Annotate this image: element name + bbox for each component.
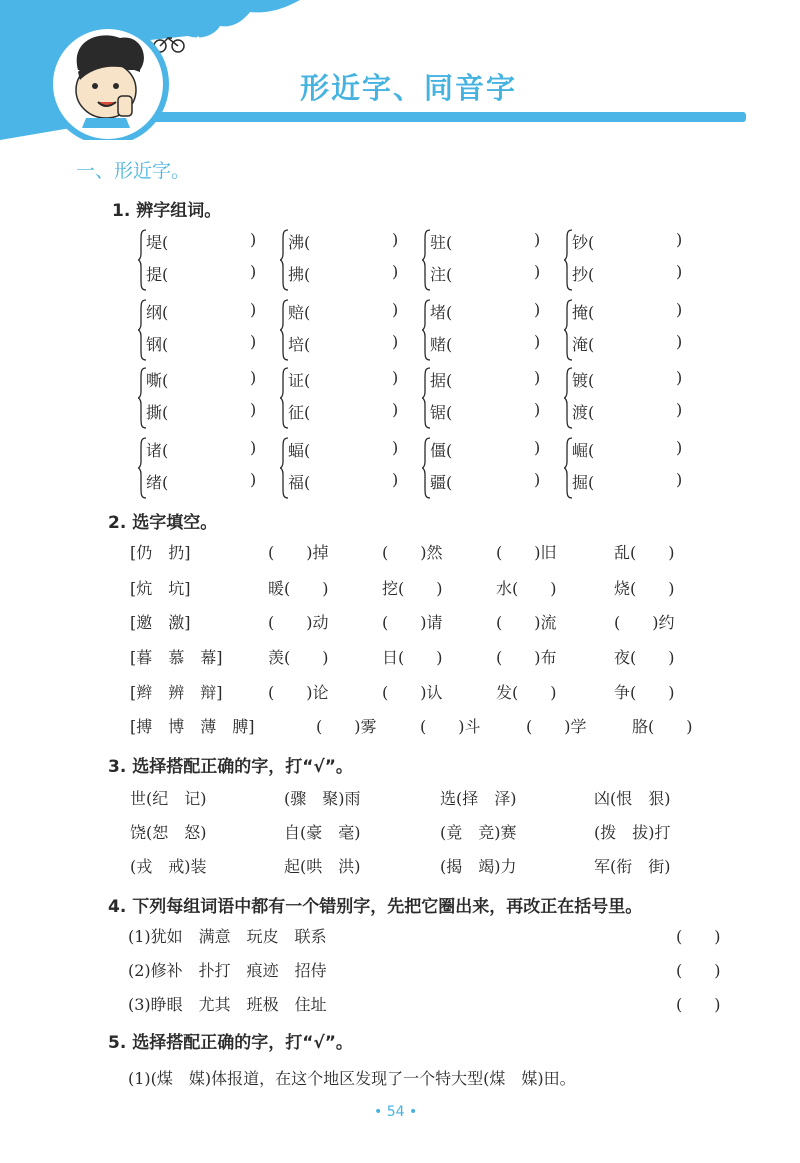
fill-blank-item: 烧( ) <box>614 579 675 598</box>
match-item: (戎 戒)装 <box>130 857 207 876</box>
answer-blank-close: ) <box>534 300 541 319</box>
match-item: (竟 竞)赛 <box>440 823 517 842</box>
answer-blank-close: ) <box>534 400 541 419</box>
fill-blank-item: 羡( ) <box>268 648 329 667</box>
word-char: 疆( <box>430 473 453 492</box>
match-item: (拨 拔)打 <box>594 823 671 842</box>
word-pair <box>422 228 557 288</box>
page-number: • 54 • <box>374 1104 418 1120</box>
page-title: 形近字、同音字 <box>300 71 518 105</box>
fill-blank-item: ( )掉 <box>268 543 329 562</box>
word-char: 征( <box>288 403 311 422</box>
word-char: 据( <box>430 371 453 390</box>
word-pair <box>280 366 415 426</box>
choice-options: [暮 慕 幕] <box>130 648 223 667</box>
word-group: (1)犹如 满意 玩皮 联系 <box>128 927 327 946</box>
answer-blank-close: ) <box>250 230 257 249</box>
answer-blank-close: ) <box>534 262 541 281</box>
word-char: 沸( <box>288 233 311 252</box>
word-char: 赌( <box>430 335 453 354</box>
fill-blank-item: ( )约 <box>614 613 675 632</box>
match-item: (揭 竭)力 <box>440 857 517 876</box>
word-pair <box>138 366 273 426</box>
question-1-title: 1. 辨字组词。 <box>112 201 222 221</box>
match-item: 选(择 泽) <box>440 789 517 808</box>
answer-blank-close: ) <box>250 262 257 281</box>
word-group: (3)睁眼 尤其 班极 住址 <box>128 995 327 1014</box>
fill-blank-item: ( )流 <box>496 613 557 632</box>
section-heading: 一、形近字。 <box>76 160 191 182</box>
answer-blank-close: ) <box>392 300 399 319</box>
word-char: 镀( <box>572 371 595 390</box>
word-pair <box>138 436 273 496</box>
word-char: 钢( <box>146 335 169 354</box>
choice-options: [邀 激] <box>130 613 191 632</box>
word-char: 培( <box>288 335 311 354</box>
word-char: 注( <box>430 265 453 284</box>
word-char: 诸( <box>146 441 169 460</box>
match-item: 饶(恕 怒) <box>130 823 207 842</box>
choice-options: [辫 辨 辩] <box>130 683 223 702</box>
word-pair <box>422 436 557 496</box>
word-char: 赔( <box>288 303 311 322</box>
match-item: 军(衔 街) <box>594 857 671 876</box>
answer-blank: ( ) <box>676 961 721 980</box>
answer-blank-close: ) <box>250 300 257 319</box>
answer-blank-close: ) <box>392 438 399 457</box>
fill-blank-item: 乱( ) <box>614 543 675 562</box>
fill-blank-item: ( )斗 <box>420 717 481 736</box>
answer-blank-close: ) <box>250 400 257 419</box>
word-pair <box>564 366 699 426</box>
fill-blank-item: ( )学 <box>526 717 587 736</box>
choice-options: [仍 扔] <box>130 543 191 562</box>
answer-blank-close: ) <box>534 438 541 457</box>
match-item: 自(豪 毫) <box>284 823 361 842</box>
word-char: 崛( <box>572 441 595 460</box>
word-char: 渡( <box>572 403 595 422</box>
answer-blank-close: ) <box>676 400 683 419</box>
fill-blank-item: ( )论 <box>268 683 329 702</box>
word-char: 拂( <box>288 265 311 284</box>
word-char: 提( <box>146 265 169 284</box>
word-char: 驻( <box>430 233 453 252</box>
word-char: 堵( <box>430 303 453 322</box>
answer-blank-close: ) <box>676 470 683 489</box>
answer-blank-close: ) <box>392 332 399 351</box>
match-item: 凶(恨 狠) <box>594 789 671 808</box>
answer-blank-close: ) <box>392 368 399 387</box>
answer-blank-close: ) <box>676 438 683 457</box>
answer-blank-close: ) <box>250 438 257 457</box>
word-pair <box>280 436 415 496</box>
fill-blank-item: 暖( ) <box>268 579 329 598</box>
fill-blank-item: ( )请 <box>382 613 443 632</box>
word-char: 嘶( <box>146 371 169 390</box>
question-5-title: 5. 选择搭配正确的字，打“√”。 <box>108 1033 353 1053</box>
word-char: 淹( <box>572 335 595 354</box>
answer-blank-close: ) <box>534 332 541 351</box>
answer-blank-close: ) <box>534 470 541 489</box>
word-char: 蝠( <box>288 441 311 460</box>
word-pair <box>564 298 699 358</box>
fill-blank-item: 发( ) <box>496 683 557 702</box>
word-char: 堤( <box>146 233 169 252</box>
answer-blank-close: ) <box>392 230 399 249</box>
question-3-title: 3. 选择搭配正确的字，打“√”。 <box>108 757 353 777</box>
fill-blank-item: 胳( ) <box>632 717 693 736</box>
word-pair <box>422 366 557 426</box>
fill-blank-item: ( )认 <box>382 683 443 702</box>
answer-blank: ( ) <box>676 995 721 1014</box>
answer-blank-close: ) <box>676 332 683 351</box>
match-item: 起(哄 洪) <box>284 857 361 876</box>
word-char: 掩( <box>572 303 595 322</box>
word-pair <box>138 228 273 288</box>
answer-blank: ( ) <box>676 927 721 946</box>
word-pair <box>422 298 557 358</box>
word-pair <box>564 436 699 496</box>
word-char: 撕( <box>146 403 169 422</box>
word-char: 钞( <box>572 233 595 252</box>
answer-blank-close: ) <box>250 332 257 351</box>
word-pair <box>280 228 415 288</box>
answer-blank-close: ) <box>392 262 399 281</box>
fill-blank-item: ( )然 <box>382 543 443 562</box>
fill-blank-item: ( )动 <box>268 613 329 632</box>
fill-blank-item: 挖( ) <box>382 579 443 598</box>
answer-blank-close: ) <box>676 262 683 281</box>
answer-blank-close: ) <box>676 368 683 387</box>
word-char: 掘( <box>572 473 595 492</box>
answer-blank-close: ) <box>534 368 541 387</box>
word-char: 锯( <box>430 403 453 422</box>
fill-blank-item: 日( ) <box>382 648 443 667</box>
question-2-title: 2. 选字填空。 <box>108 513 218 533</box>
word-pair <box>280 298 415 358</box>
word-char: 抄( <box>572 265 595 284</box>
word-group: (2)修补 扑打 痕迹 招侍 <box>128 961 327 980</box>
answer-blank-close: ) <box>392 400 399 419</box>
word-char: 证( <box>288 371 311 390</box>
answer-blank-close: ) <box>534 230 541 249</box>
fill-blank-item: 水( ) <box>496 579 557 598</box>
answer-blank-close: ) <box>250 470 257 489</box>
answer-blank-close: ) <box>676 300 683 319</box>
match-item: 世(纪 记) <box>130 789 207 808</box>
word-char: 福( <box>288 473 311 492</box>
fill-blank-item: 争( ) <box>614 683 675 702</box>
word-char: 僵( <box>430 441 453 460</box>
choice-options: [炕 坑] <box>130 579 191 598</box>
match-item: (骤 聚)雨 <box>284 789 361 808</box>
question-5-line: (1)(煤 媒)体报道，在这个地区发现了一个特大型(煤 媒)田。 <box>128 1069 576 1088</box>
fill-blank-item: ( )雾 <box>316 717 377 736</box>
word-char: 绪( <box>146 473 169 492</box>
fill-blank-item: ( )布 <box>496 648 557 667</box>
fill-blank-item: 夜( ) <box>614 648 675 667</box>
choice-options: [搏 博 薄 膊] <box>130 717 255 736</box>
fill-blank-item: ( )旧 <box>496 543 557 562</box>
word-char: 纲( <box>146 303 169 322</box>
word-pair <box>564 228 699 288</box>
word-pair <box>138 298 273 358</box>
answer-blank-close: ) <box>392 470 399 489</box>
answer-blank-close: ) <box>250 368 257 387</box>
question-4-title: 4. 下列每组词语中都有一个错别字，先把它圈出来，再改正在括号里。 <box>108 897 643 917</box>
answer-blank-close: ) <box>676 230 683 249</box>
